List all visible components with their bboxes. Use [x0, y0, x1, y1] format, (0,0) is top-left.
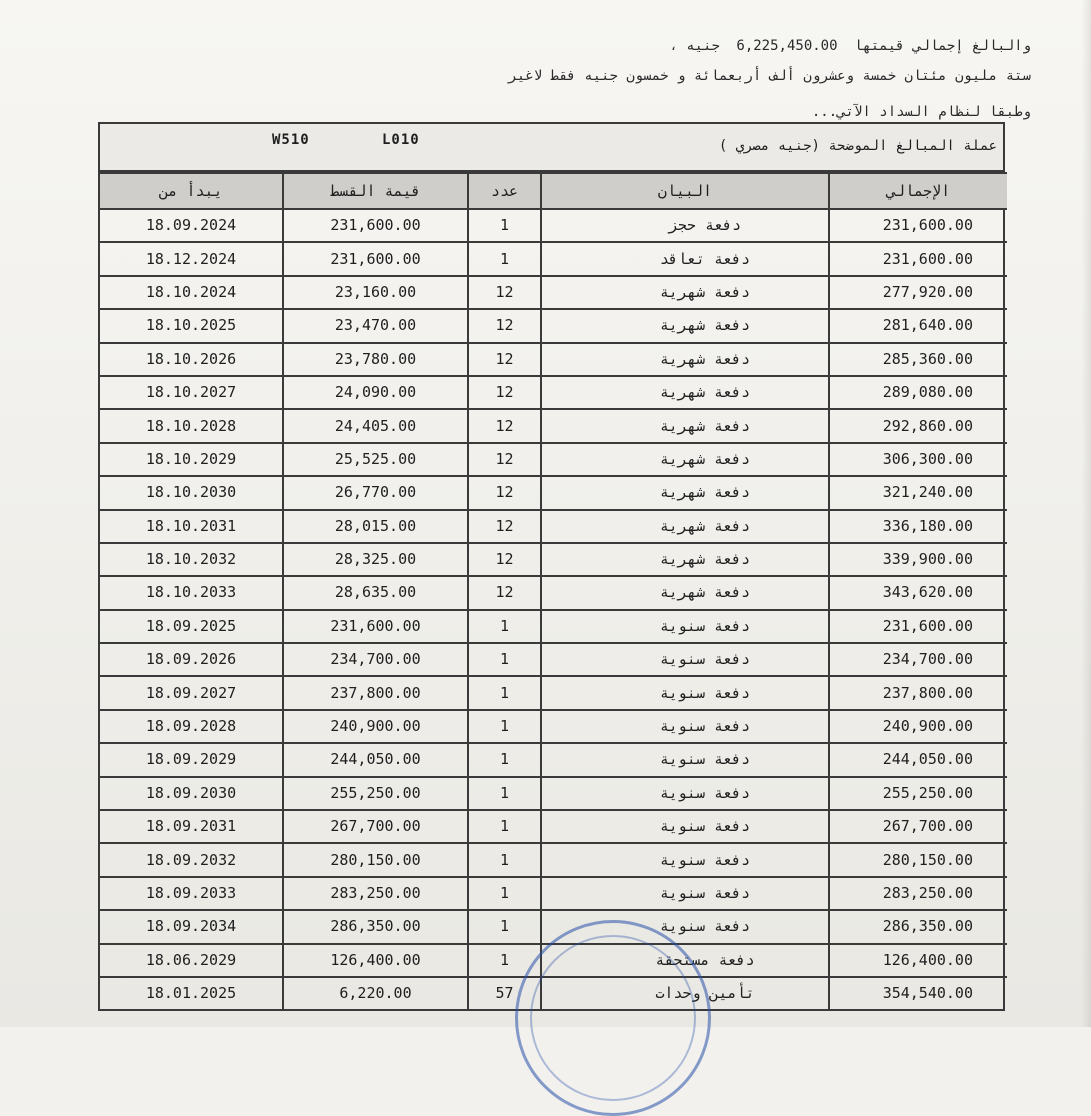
cell-installment-amount: 231,600.00 [283, 242, 468, 275]
cell-count: 12 [468, 376, 541, 409]
table-row [100, 309, 1007, 342]
cell-description: دفعة شهرية [541, 443, 829, 476]
cell-count: 1 [468, 710, 541, 743]
cell-start-date: 18.09.2024 [100, 209, 283, 242]
cell-start-date: 18.09.2027 [100, 676, 283, 709]
cell-total: 267,700.00 [829, 810, 1007, 843]
cell-installment-amount: 28,015.00 [283, 510, 468, 543]
table-row [100, 443, 1007, 476]
cell-description: دفعة شهرية [541, 343, 829, 376]
column-header-count: عدد [468, 173, 541, 209]
cell-start-date: 18.06.2029 [100, 944, 283, 977]
cell-description: دفعة شهرية [541, 276, 829, 309]
cell-installment-amount: 28,635.00 [283, 576, 468, 609]
cell-installment-amount: 244,050.00 [283, 743, 468, 776]
cell-description: دفعة سنوية [541, 810, 829, 843]
page-edge-shadow [1081, 0, 1091, 1027]
table-row [100, 977, 1007, 1009]
cell-description: دفعة شهرية [541, 376, 829, 409]
cell-count: 1 [468, 743, 541, 776]
cell-total: 343,620.00 [829, 576, 1007, 609]
cell-total: 231,600.00 [829, 610, 1007, 643]
cell-description: دفعة تعاقد [541, 242, 829, 275]
table-row [100, 877, 1007, 910]
currency-bar [100, 124, 1003, 172]
cell-installment-amount: 286,350.00 [283, 910, 468, 943]
cell-installment-amount: 231,600.00 [283, 610, 468, 643]
table-row [100, 643, 1007, 676]
cell-installment-amount: 283,250.00 [283, 877, 468, 910]
table-row [100, 676, 1007, 709]
cell-description: دفعة سنوية [541, 877, 829, 910]
cell-installment-amount: 237,800.00 [283, 676, 468, 709]
cell-start-date: 18.09.2025 [100, 610, 283, 643]
cell-description: دفعة سنوية [541, 710, 829, 743]
currency-label: عملة المبالغ الموضحة (جنيه مصري ) [718, 138, 997, 154]
cell-total: 231,600.00 [829, 209, 1007, 242]
table-row [100, 242, 1007, 275]
table-row [100, 343, 1007, 376]
cell-installment-amount: 24,405.00 [283, 409, 468, 442]
table-row [100, 944, 1007, 977]
cell-total: 255,250.00 [829, 777, 1007, 810]
total-amount-line [669, 38, 1031, 54]
column-header-total: الإجمالي [829, 173, 1007, 209]
cell-count: 1 [468, 242, 541, 275]
cell-description: دفعة سنوية [541, 777, 829, 810]
table-row [100, 843, 1007, 876]
cell-start-date: 18.10.2030 [100, 476, 283, 509]
cell-installment-amount: 231,600.00 [283, 209, 468, 242]
cell-start-date: 18.10.2027 [100, 376, 283, 409]
cell-total: 231,600.00 [829, 242, 1007, 275]
cell-total: 289,080.00 [829, 376, 1007, 409]
cell-installment-amount: 234,700.00 [283, 643, 468, 676]
cell-count: 12 [468, 309, 541, 342]
table-row [100, 610, 1007, 643]
cell-total: 283,250.00 [829, 877, 1007, 910]
table-row [100, 810, 1007, 843]
cell-installment-amount: 255,250.00 [283, 777, 468, 810]
cell-start-date: 18.12.2024 [100, 242, 283, 275]
cell-start-date: 18.10.2024 [100, 276, 283, 309]
cell-start-date: 18.10.2033 [100, 576, 283, 609]
table-row [100, 476, 1007, 509]
cell-description: دفعة حجز [541, 209, 829, 242]
total-amount-value: 6,225,450.00 [736, 38, 838, 54]
table-row [100, 510, 1007, 543]
cell-total: 234,700.00 [829, 643, 1007, 676]
column-header-start: يبدأ من [100, 173, 283, 209]
cell-installment-amount: 28,325.00 [283, 543, 468, 576]
cell-total: 321,240.00 [829, 476, 1007, 509]
cell-installment-amount: 24,090.00 [283, 376, 468, 409]
cell-description: دفعة سنوية [541, 843, 829, 876]
cell-start-date: 18.10.2026 [100, 343, 283, 376]
cell-installment-amount: 240,900.00 [283, 710, 468, 743]
cell-total: 285,360.00 [829, 343, 1007, 376]
cell-start-date: 18.09.2034 [100, 910, 283, 943]
cell-count: 1 [468, 610, 541, 643]
cell-count: 1 [468, 843, 541, 876]
cell-count: 12 [468, 576, 541, 609]
cell-count: 12 [468, 543, 541, 576]
cell-count: 12 [468, 510, 541, 543]
payment-schedule [98, 122, 1005, 1011]
table-row [100, 777, 1007, 810]
cell-total: 277,920.00 [829, 276, 1007, 309]
cell-description: دفعة سنوية [541, 743, 829, 776]
unit-code-secondary: L010 [382, 132, 420, 148]
cell-description: دفعة سنوية [541, 643, 829, 676]
cell-description: دفعة سنوية [541, 676, 829, 709]
cell-count: 1 [468, 910, 541, 943]
cell-start-date: 18.10.2031 [100, 510, 283, 543]
cell-start-date: 18.10.2025 [100, 309, 283, 342]
cell-installment-amount: 23,780.00 [283, 343, 468, 376]
cell-total: 281,640.00 [829, 309, 1007, 342]
cell-installment-amount: 126,400.00 [283, 944, 468, 977]
cell-start-date: 18.09.2028 [100, 710, 283, 743]
cell-count: 1 [468, 810, 541, 843]
cell-description: دفعة شهرية [541, 409, 829, 442]
cell-total: 244,050.00 [829, 743, 1007, 776]
table-row [100, 209, 1007, 242]
cell-installment-amount: 280,150.00 [283, 843, 468, 876]
cell-start-date: 18.10.2029 [100, 443, 283, 476]
cell-installment-amount: 23,160.00 [283, 276, 468, 309]
table-body [100, 209, 1007, 1009]
cell-total: 306,300.00 [829, 443, 1007, 476]
cell-start-date: 18.09.2030 [100, 777, 283, 810]
cell-total: 336,180.00 [829, 510, 1007, 543]
cell-description: دفعة مستحقة [541, 944, 829, 977]
cell-total: 286,350.00 [829, 910, 1007, 943]
column-header-amount: قيمة القسط [283, 173, 468, 209]
cell-count: 1 [468, 944, 541, 977]
cell-description: دفعة سنوية [541, 910, 829, 943]
cell-count: 12 [468, 409, 541, 442]
cell-start-date: 18.09.2031 [100, 810, 283, 843]
total-amount-suffix: جنيه ، [669, 38, 720, 54]
table-row [100, 276, 1007, 309]
cell-start-date: 18.09.2029 [100, 743, 283, 776]
cell-count: 1 [468, 877, 541, 910]
cell-total: 339,900.00 [829, 543, 1007, 576]
table-row [100, 543, 1007, 576]
cell-description: تأمين وحدات [541, 977, 829, 1009]
cell-description: دفعة شهرية [541, 510, 829, 543]
cell-start-date: 18.09.2026 [100, 643, 283, 676]
cell-installment-amount: 25,525.00 [283, 443, 468, 476]
cell-description: دفعة سنوية [541, 610, 829, 643]
cell-start-date: 18.10.2032 [100, 543, 283, 576]
cell-total: 354,540.00 [829, 977, 1007, 1009]
cell-start-date: 18.09.2033 [100, 877, 283, 910]
cell-count: 12 [468, 476, 541, 509]
cell-count: 57 [468, 977, 541, 1009]
table-header-row [100, 173, 1007, 209]
cell-total: 240,900.00 [829, 710, 1007, 743]
table-row [100, 910, 1007, 943]
cell-count: 1 [468, 209, 541, 242]
amount-in-words: ستة مليون مئتان خمسة وعشرون ألف أربعمائة و خمسون جنيه فقط لاغير [508, 68, 1031, 84]
payment-system-intro: وطبقا لنظام السداد الآتي... [811, 104, 1031, 120]
cell-count: 1 [468, 676, 541, 709]
cell-count: 1 [468, 643, 541, 676]
cell-total: 126,400.00 [829, 944, 1007, 977]
unit-code-primary: W510 [272, 132, 310, 148]
cell-start-date: 18.09.2032 [100, 843, 283, 876]
cell-description: دفعة شهرية [541, 576, 829, 609]
cell-start-date: 18.10.2028 [100, 409, 283, 442]
cell-installment-amount: 6,220.00 [283, 977, 468, 1009]
cell-description: دفعة شهرية [541, 309, 829, 342]
cell-description: دفعة شهرية [541, 543, 829, 576]
table-row [100, 576, 1007, 609]
cell-count: 12 [468, 276, 541, 309]
total-amount-label: والبالغ إجمالي قيمتها [853, 38, 1031, 54]
table-row [100, 743, 1007, 776]
column-header-description: البيان [541, 173, 829, 209]
cell-total: 237,800.00 [829, 676, 1007, 709]
cell-count: 1 [468, 777, 541, 810]
cell-installment-amount: 23,470.00 [283, 309, 468, 342]
cell-installment-amount: 267,700.00 [283, 810, 468, 843]
cell-installment-amount: 26,770.00 [283, 476, 468, 509]
table-row [100, 710, 1007, 743]
cell-total: 292,860.00 [829, 409, 1007, 442]
cell-start-date: 18.01.2025 [100, 977, 283, 1009]
table-row [100, 409, 1007, 442]
cell-total: 280,150.00 [829, 843, 1007, 876]
cell-count: 12 [468, 343, 541, 376]
installments-table [100, 172, 1007, 1009]
cell-description: دفعة شهرية [541, 476, 829, 509]
table-row [100, 376, 1007, 409]
cell-count: 12 [468, 443, 541, 476]
